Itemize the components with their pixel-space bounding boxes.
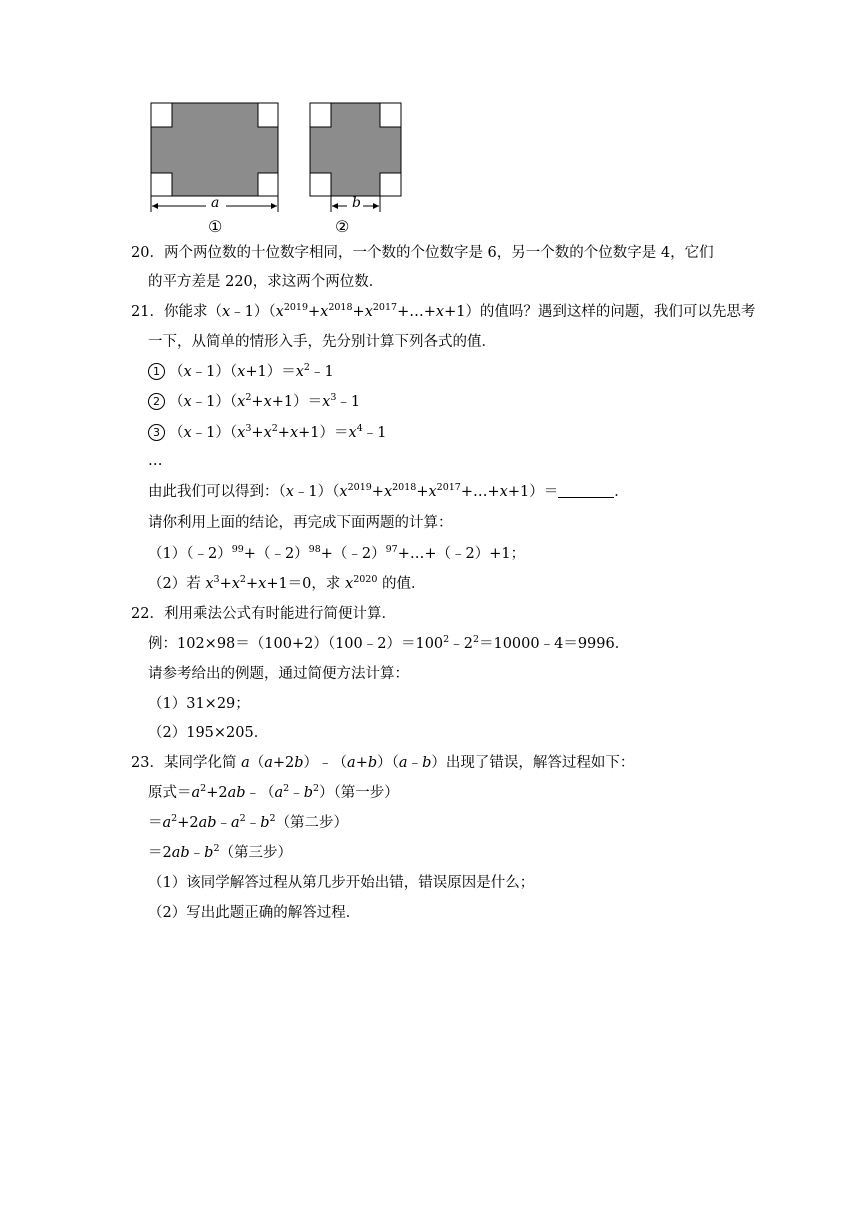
q23-step-3: $=2ab﹣b^2$（第三步）: [148, 843, 293, 861]
q20-line-1: [131, 243, 714, 263]
q22-part-1: [148, 694, 250, 714]
q20-number: 20．: [131, 245, 164, 261]
q21-line-1: 21．你能求$(x﹣1)(x^{2019}+x^{2018}+x^{2017}+\dots+x+1)$的值吗？遇到这样的问题，我们可以先思考: [131, 302, 756, 320]
q22-part2-text: （2）195×205．: [148, 725, 269, 741]
q21-derive-b: ﹣1）（: [293, 484, 340, 500]
figure-1-dimension-label: a: [211, 195, 220, 211]
q20-text-2: 的平方差是 220，求这两个两位数．: [148, 274, 384, 290]
q21-number: 21．: [131, 304, 164, 320]
q20-line-2: [148, 272, 383, 292]
q22-title-text: 利用乘法公式有时能进行简便计算．: [163, 606, 396, 622]
q23-title-b: 出现了错误，解答过程如下：: [445, 755, 635, 771]
q23-step1-note: （第一步）: [333, 785, 399, 801]
figure-1: [148, 100, 282, 240]
q21-instruction-text: 请你利用上面的结论，再完成下面两题的计算：: [148, 515, 453, 531]
q21-text-a: 你能求（: [163, 304, 222, 320]
q23-step-1: 原式$=a^2+2ab﹣(a^2﹣b^2)$（第一步）: [148, 783, 399, 801]
q21-part-1: （1）（﹣2）$^{99}$+（﹣2）$^{98}$+（﹣2）$^{97}$+…+（﹣2）+1；: [148, 544, 526, 562]
q21-derive: 由此我们可以得到：$(x﹣1)(x^{2019}+x^{2018}+x^{2017}+\dots+x+1)=$ ．: [148, 482, 629, 500]
q22-instruction-text: 请参考给出的例题，通过简便方法计算：: [148, 666, 409, 682]
q21-text-b: ﹣1）（: [230, 304, 276, 320]
q22-instruction: [148, 664, 409, 684]
q21-part2-label: （2）若: [148, 576, 201, 592]
figure-2: [307, 100, 407, 240]
q21-part2-mid: ，求: [311, 576, 341, 592]
q21-part2-end: 的值．: [382, 576, 426, 592]
q22-number: 22．: [131, 606, 164, 622]
q23-step2-note: （第二步）: [275, 815, 349, 831]
q22-example: 例：$102\times 98=(100+2)(100﹣2)=100^2﹣2^2=10000﹣4=9996$．: [148, 634, 630, 652]
q21-line-2: [148, 332, 496, 352]
figure-2-dimension-label: b: [352, 195, 361, 211]
q21-derive-end: ．: [614, 484, 629, 500]
q23-step-2: $=a^2+2ab﹣a^2﹣b^2$（第二步）: [148, 813, 349, 831]
q21-item-3: 3 $(x﹣1)(x^3+x^2+x+1)=x^4﹣1$: [148, 423, 386, 443]
q23-title: 23．某同学化简 a（a+2b）﹣（a+b）（a﹣b）出现了错误，解答过程如下：: [131, 755, 635, 771]
q21-ellipsis: [148, 451, 163, 471]
q23-part1-text: （1）该同学解答过程从第几步开始出错，错误原因是什么；: [148, 875, 535, 891]
q21-item-1: 1 $(x﹣1)(x+1)=x^2﹣1$: [148, 362, 334, 382]
q21-text-c: ）的值吗？遇到这样的问题，我们可以先思考: [465, 304, 756, 320]
q23-step3-note: （第三步）: [219, 845, 293, 861]
q21-text-2: 一下，从简单的情形入手，先分别计算下列各式的值．: [148, 334, 496, 350]
q21-instruction: [148, 513, 453, 533]
q21-item-2: 2 $(x﹣1)(x^2+x+1)=x^3﹣1$: [148, 392, 360, 412]
figure-1-caption: ①: [208, 217, 223, 236]
circled-2-icon: 2: [148, 393, 165, 410]
answer-blank: [558, 483, 614, 498]
q23-part-1: [148, 873, 534, 893]
q23-part-2: [148, 903, 360, 923]
q23-title-a: 某同学化简: [163, 755, 237, 771]
q23-part2-text: （2）写出此题正确的解答过程．: [148, 905, 361, 921]
q21-part-2: （2）若 $x^3+x^2+x+1=0$，求 $x^{2020}$ 的值．: [148, 574, 426, 592]
figure-2-caption: ②: [335, 217, 350, 236]
q22-part1-text: （1）31×29；: [148, 696, 250, 712]
q22-title: [131, 604, 396, 624]
q21-derive-c: ）＝: [529, 484, 559, 500]
circled-1-icon: 1: [148, 363, 165, 380]
q22-part-2: [148, 723, 268, 743]
q23-number: 23．: [131, 755, 164, 771]
ellipsis-text: …: [148, 453, 163, 469]
figure-2-drawing: [307, 100, 407, 240]
circled-3-icon: 3: [148, 424, 165, 441]
q21-derive-a: 由此我们可以得到：（: [148, 484, 286, 500]
q20-text-1: 两个两位数的十位数字相同，一个数的个位数字是 6，另一个数的个位数字是 4，它们: [163, 245, 714, 261]
